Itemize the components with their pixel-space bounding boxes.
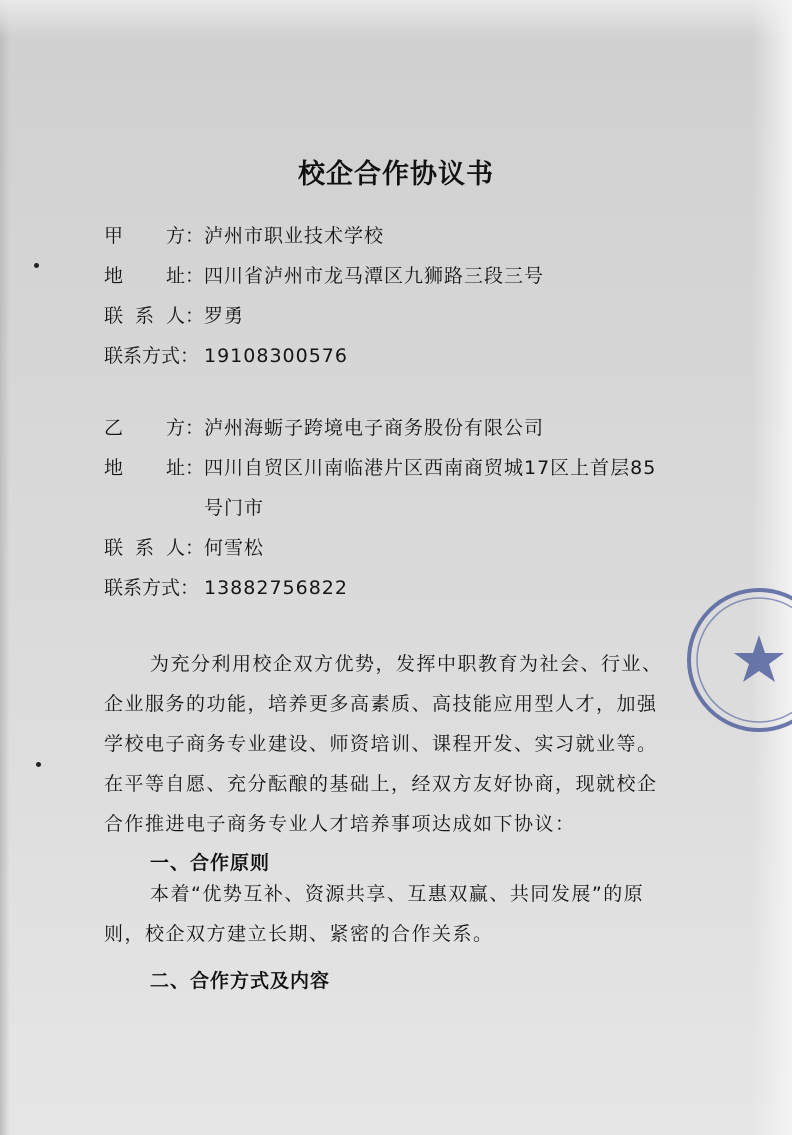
- section1-paragraph: 本着“优势互补、资源共享、互惠双赢、共同发展”的原则，校企双方建立长期、紧密的合作关系。: [104, 883, 645, 945]
- party-a-phone: 19108300576: [204, 345, 348, 367]
- party-b-address-row: [104, 448, 674, 528]
- scan-speck: [34, 263, 39, 268]
- party-b-contact-label: 联 系 人：: [104, 537, 204, 559]
- party-a-address: 四川省泸州市龙马潭区九狮路三段三号: [204, 265, 545, 287]
- party-b-phone: 13882756822: [204, 577, 348, 599]
- party-b-name: 泸州海蛎子跨境电子商务股份有限公司: [204, 417, 545, 439]
- party-a-label: 甲 方：: [104, 225, 204, 247]
- party-b-address: 四川自贸区川南临港片区西南商贸城17区上首层85号门市: [204, 457, 657, 519]
- party-a-block: [104, 216, 544, 376]
- party-b-name-row: [104, 408, 674, 448]
- section1-heading: 一、合作原则: [150, 852, 271, 874]
- party-b-contact-row: [104, 528, 674, 568]
- party-a-phone-label: 联系方式：: [104, 345, 200, 367]
- party-a-contact-row: [104, 296, 544, 336]
- party-a-name-row: [104, 216, 544, 256]
- party-a-contact-label: 联 系 人：: [104, 305, 204, 327]
- party-a-name: 泸州市职业技术学校: [204, 225, 385, 247]
- preamble-paragraph: 为充分利用校企双方优势，发挥中职教育为社会、行业、企业服务的功能，培养更多高素质、高技能应用型人才，加强学校电子商务专业建设、师资培训、课程开发、实习就业等。在平等自愿、充分酝酿的基础上，经双方友好协商，现就校企合作推进电子商务专业人才培养事项达成如下协议：: [104, 653, 663, 835]
- party-b-address-label: 地 址：: [104, 457, 204, 479]
- party-b-phone-label: 联系方式：: [104, 577, 200, 599]
- scan-shadow-top: [0, 0, 792, 40]
- company-seal: [684, 585, 792, 735]
- party-b-block: [104, 408, 674, 608]
- party-b-phone-row: [104, 568, 674, 608]
- party-a-address-label: 地 址：: [104, 265, 204, 287]
- document-title: 校企合作协议书: [298, 159, 494, 190]
- star-icon: [734, 635, 784, 682]
- party-a-phone-row: [104, 336, 544, 376]
- party-b-label: 乙 方：: [104, 417, 204, 439]
- section2-heading: 二、合作方式及内容: [150, 970, 331, 992]
- scan-speck: [36, 762, 41, 767]
- party-b-contact: 何雪松: [204, 537, 265, 559]
- party-a-address-row: [104, 256, 544, 296]
- party-a-contact: 罗勇: [204, 305, 245, 327]
